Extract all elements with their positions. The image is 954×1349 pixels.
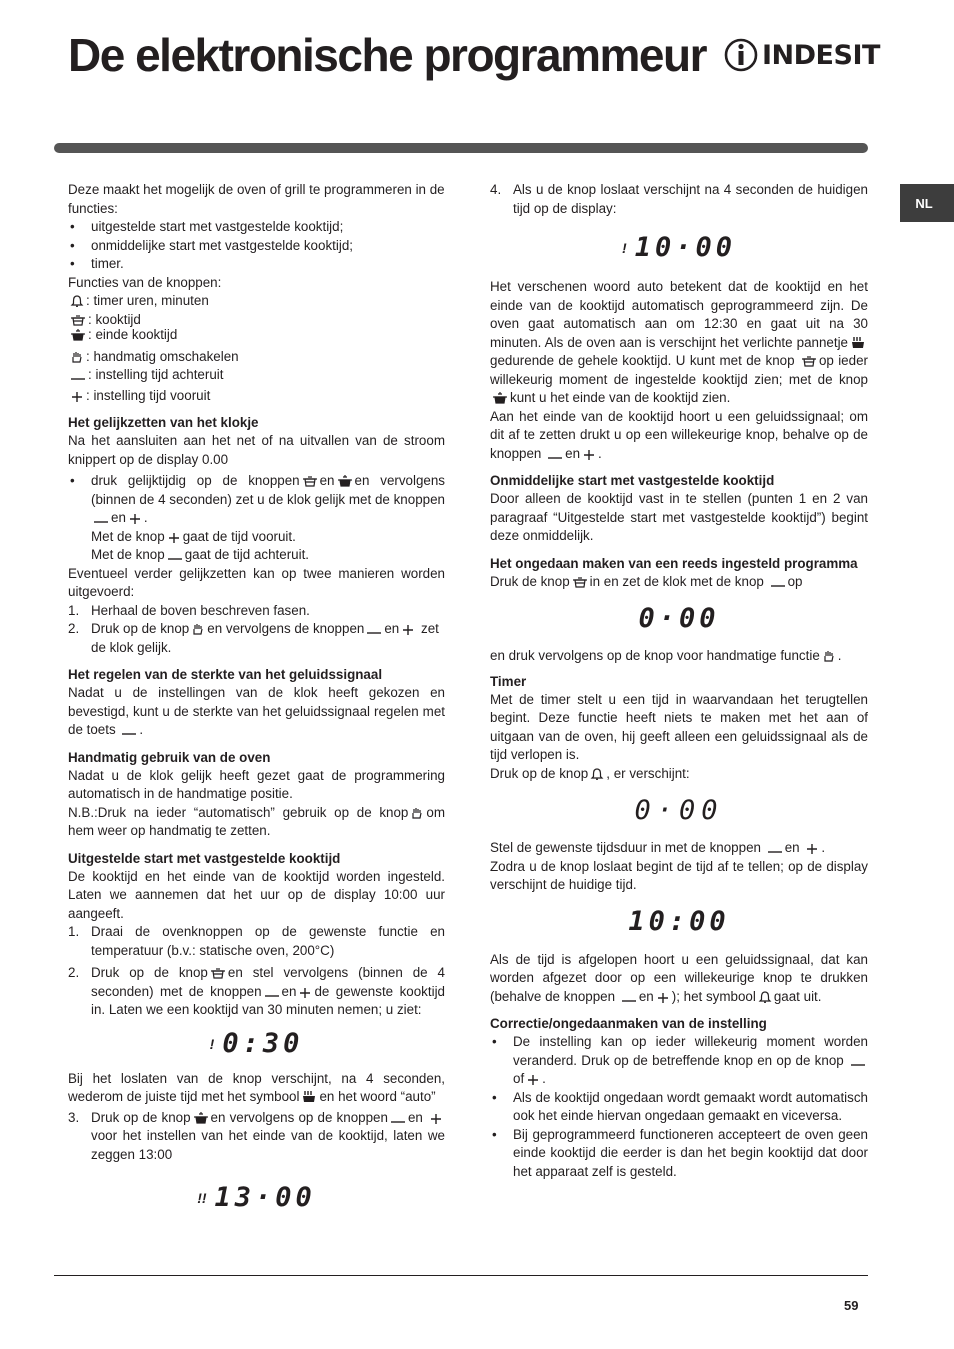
minus-icon [366, 622, 382, 636]
delayed-step-1: 1. Draai de ovenknoppen op de gewenste functie en temperatuur (b.v.: statische oven, 200°C) [68, 924, 445, 958]
auto-explanation: Het verschenen woord auto betekent dat de kooktijd en het einde van de kooktijd automatisch geprogrammeerd zijn. De oven gaat automatisch aan om 12:30 en gaat uit na 30 minuten. Als de oven aan is verschijnt het verlichte pannetjegedurende de gehele kooktijd. U kunt met de knop op ieder willekeurig moment de ingestelde kooktijd zien; met de knop kunt u het einde van de kooktijd zien. [490, 279, 868, 405]
page-number: 59 [844, 1298, 859, 1313]
function-forward: : instelling tijd vooruit [68, 387, 445, 406]
cooktime-icon [70, 313, 86, 327]
display-value: 13·00 [214, 1181, 316, 1213]
clock-option-1: 1. Herhaal de boven beschreven fasen. [68, 602, 310, 618]
timer-end: Als de tijd is afgelopen hoort u een geluidssignaal, dat kan worden afgezet door op een willekeurige knop te drukken (behalve de knoppen en ); het symbool gaat uit. [490, 951, 868, 1004]
clock-text: Na het aansluiten aan het net of na uitvallen van de stroom knippert op de display 0.00 [68, 433, 445, 467]
language-tab: NL [900, 184, 954, 222]
plus-icon [656, 990, 670, 1004]
delayed-text: De kooktijd en het einde van de kooktijd worden ingesteld. Laten we aannemen dat het uur op de display 10:00 uur aangeeft. [68, 868, 445, 921]
function-timer: : timer uren, minuten [68, 292, 445, 311]
display-value: 0:30 [222, 1028, 304, 1060]
section-title-undo: Het ongedaan maken van een reeds ingesteld programma [490, 555, 858, 571]
plus-icon [70, 389, 84, 403]
sound-text: Nadat u de instellingen van de klok heeft gekozen en bevestigd, kunt u de sterkte van het geluidssignaal regelen met de toets . [68, 685, 445, 737]
brand-name: INDESIT [762, 39, 880, 71]
plus-icon [429, 1111, 443, 1125]
timer-text: Met de timer stelt u een tijd in waarvandaan het terugtellen begint. Deze functie heeft niets te maken met het aan of uitgaan van de oven, hij geeft alleen een geluidssignaal als de tijd verlopen is. [490, 691, 868, 762]
clock-option-2: 2. Druk op de knop en vervolgens de knoppen en zet de klok gelijk. [68, 621, 439, 655]
cooktime-icon [801, 354, 817, 368]
plus-icon [526, 1072, 540, 1086]
pan-icon [301, 1090, 317, 1104]
section-title-manual: Handmatig gebruik van de oven [68, 749, 271, 765]
delayed-step-2: 2. Druk op de knop en stel vervolgens (binnen de 4 seconden) met de knoppen en de gewenste kooktijd in. Laten we een kooktijd van 30 minuten nemen; u ziet: [68, 965, 445, 1017]
minus-icon [121, 723, 137, 737]
undo-manual: en druk vervolgens op de knop voor handmatige functie . [490, 648, 842, 663]
brand-logo [724, 34, 880, 76]
hand-icon [822, 649, 836, 663]
plus-icon [128, 511, 142, 525]
intro-item: • onmiddelijke start met vastgestelde kooktijd; [68, 237, 445, 256]
undo-text: Druk de knop in en zet de klok met de knop op [490, 573, 803, 589]
cooktime-icon [302, 474, 318, 488]
display-value: 10:00 [628, 906, 730, 938]
release-text: Bij het loslaten van de knop verschijnt, na 4 seconden, wederom de juiste tijd met het symbool en het woord “auto” [68, 1070, 445, 1104]
minus-icon [770, 575, 786, 589]
immediate-text: Door alleen de kooktijd vast in te stellen (punten 1 en 2 van paragraaf “Uitgestelde start met vastgestelde kooktijd”) begint deze onmiddelijk. [490, 491, 868, 543]
function-manual: : handmatig omschakelen [68, 348, 445, 367]
minus-icon [850, 1054, 866, 1068]
bell-icon [590, 767, 604, 781]
correction-item: • De instelling kan op ieder willekeurig moment worden veranderd. Druk op de betreffende knop en op de knop of . [490, 1033, 868, 1089]
timer-press: Druk op de knop , er verschijnt: [490, 765, 690, 781]
pan-icon [850, 336, 866, 350]
section-title-sound: Het regelen van de sterkte van het geluidssignaal [68, 667, 383, 682]
page-title: De elektronische programmeur [68, 29, 707, 81]
intro-text: Deze maakt het mogelijk de oven of grill te programmeren in de functies: [68, 182, 445, 216]
clock-backward: Met de knop gaat de tijd achteruit. [91, 547, 310, 562]
end-signal: Aan het einde van de kooktijd hoort u een geluidssignaal; om dit af te zetten drukt u op een willekeurige knop, behalve op de knoppen en . [490, 408, 868, 461]
display-readout [68, 1164, 445, 1232]
end-cooktime-icon [492, 391, 508, 405]
function-endtime: : einde kooktijd [68, 326, 445, 345]
function-cooktime: : kooktijd [68, 311, 445, 330]
clock-forward: Met de knop gaat de tijd vooruit. [91, 528, 296, 544]
intro-item: • uitgestelde start met vastgestelde kooktijd; [68, 218, 445, 237]
hand-icon [410, 806, 424, 820]
manual-text: Nadat u de klok gelijk heeft gezet gaat de programmering automatisch in de handmatige positie. [68, 767, 445, 801]
minus-icon [264, 985, 280, 999]
delayed-step-4: 4. Als u de knop loslaat verschijnt na 4 seconden de huidigen tijd op de display: [490, 182, 868, 216]
minus-icon [767, 841, 783, 855]
plus-icon [167, 530, 181, 544]
correction-item: • Als de kooktijd ongedaan wordt gemaakt wordt automatisch ook het einde hiervan ongedaan gemaakt en viceversa. [490, 1089, 868, 1126]
timer-release: Zodra u de knop loslaat begint de tijd af te tellen; op de display verschijnt de huidige tijd. [490, 858, 868, 892]
bell-icon [70, 294, 84, 308]
footer-rule [54, 1275, 868, 1276]
end-cooktime-icon [193, 1111, 209, 1125]
end-cooktime-icon [70, 328, 86, 342]
minus-icon [93, 511, 109, 525]
minus-icon [621, 990, 637, 1004]
left-column [68, 181, 445, 1232]
delayed-step-3: 3. Druk op de knop en vervolgens op de knoppen en voor het instellen van het einde van de kooktijd, laten we zeggen 13:00 [68, 1109, 445, 1162]
display-indicator: ! [209, 1036, 215, 1053]
clock-step: • druk gelijktijdig op de knoppen en en vervolgens (binnen de 4 seconden) zet u de klok gelijk met de knoppen en . [68, 472, 445, 528]
clock-more: Eventueel verder gelijkzetten kan op twee manieren worden uitgevoerd: [68, 565, 445, 599]
display-indicator: !! [197, 1189, 207, 1206]
header-rule [54, 143, 868, 153]
bell-icon [758, 990, 772, 1004]
right-column [490, 181, 868, 1181]
manual-note: N.B.:Druk na ieder “automatisch” gebruik op de knop om hem weer op handmatig te zetten. [68, 804, 445, 838]
section-title-timer: Timer [490, 673, 527, 689]
timer-set: Stel de gewenste tijdsduur in met de knoppen en . [490, 840, 826, 855]
display-readout [490, 783, 868, 839]
display-readout [490, 218, 868, 278]
section-title-clock: Het gelijkzetten van het klokje [68, 415, 259, 430]
section-title-immediate: Onmiddelijke start met vastgestelde kooktijd [490, 473, 775, 488]
cooktime-icon [572, 575, 588, 589]
hand-icon [70, 350, 84, 364]
display-value: 0·00 [638, 602, 720, 634]
plus-icon [805, 841, 819, 855]
cooktime-icon [210, 966, 226, 980]
minus-icon [167, 548, 183, 562]
section-title-delayed: Uitgestelde start met vastgestelde kooktijd [68, 850, 341, 866]
plus-icon [401, 622, 415, 636]
display-value: 10·00 [634, 231, 736, 263]
functions-title: Functies van de knoppen: [68, 274, 222, 290]
indesit-logo-icon [724, 36, 758, 74]
hand-icon [191, 622, 205, 636]
display-readout [490, 591, 868, 647]
display-readout [490, 895, 868, 951]
display-value: 0·00 [634, 794, 724, 826]
function-back: : instelling tijd achteruit [68, 366, 445, 385]
correction-item: • Bij geprogrammeerd functioneren accepteert de oven geen einde kooktijd die eerder is dan het begin kooktijd dat door het apparaat zelf is gesteld. [490, 1126, 868, 1182]
display-indicator: ! [622, 239, 627, 256]
plus-icon [582, 447, 596, 461]
display-readout [68, 1020, 445, 1070]
minus-icon [70, 368, 86, 382]
intro-item: • timer. [68, 255, 445, 274]
plus-icon [298, 985, 312, 999]
minus-icon [390, 1111, 406, 1125]
section-title-correction: Correctie/ongedaanmaken van de instelling [490, 1016, 767, 1031]
minus-icon [547, 447, 563, 461]
end-cooktime-icon [337, 474, 353, 488]
